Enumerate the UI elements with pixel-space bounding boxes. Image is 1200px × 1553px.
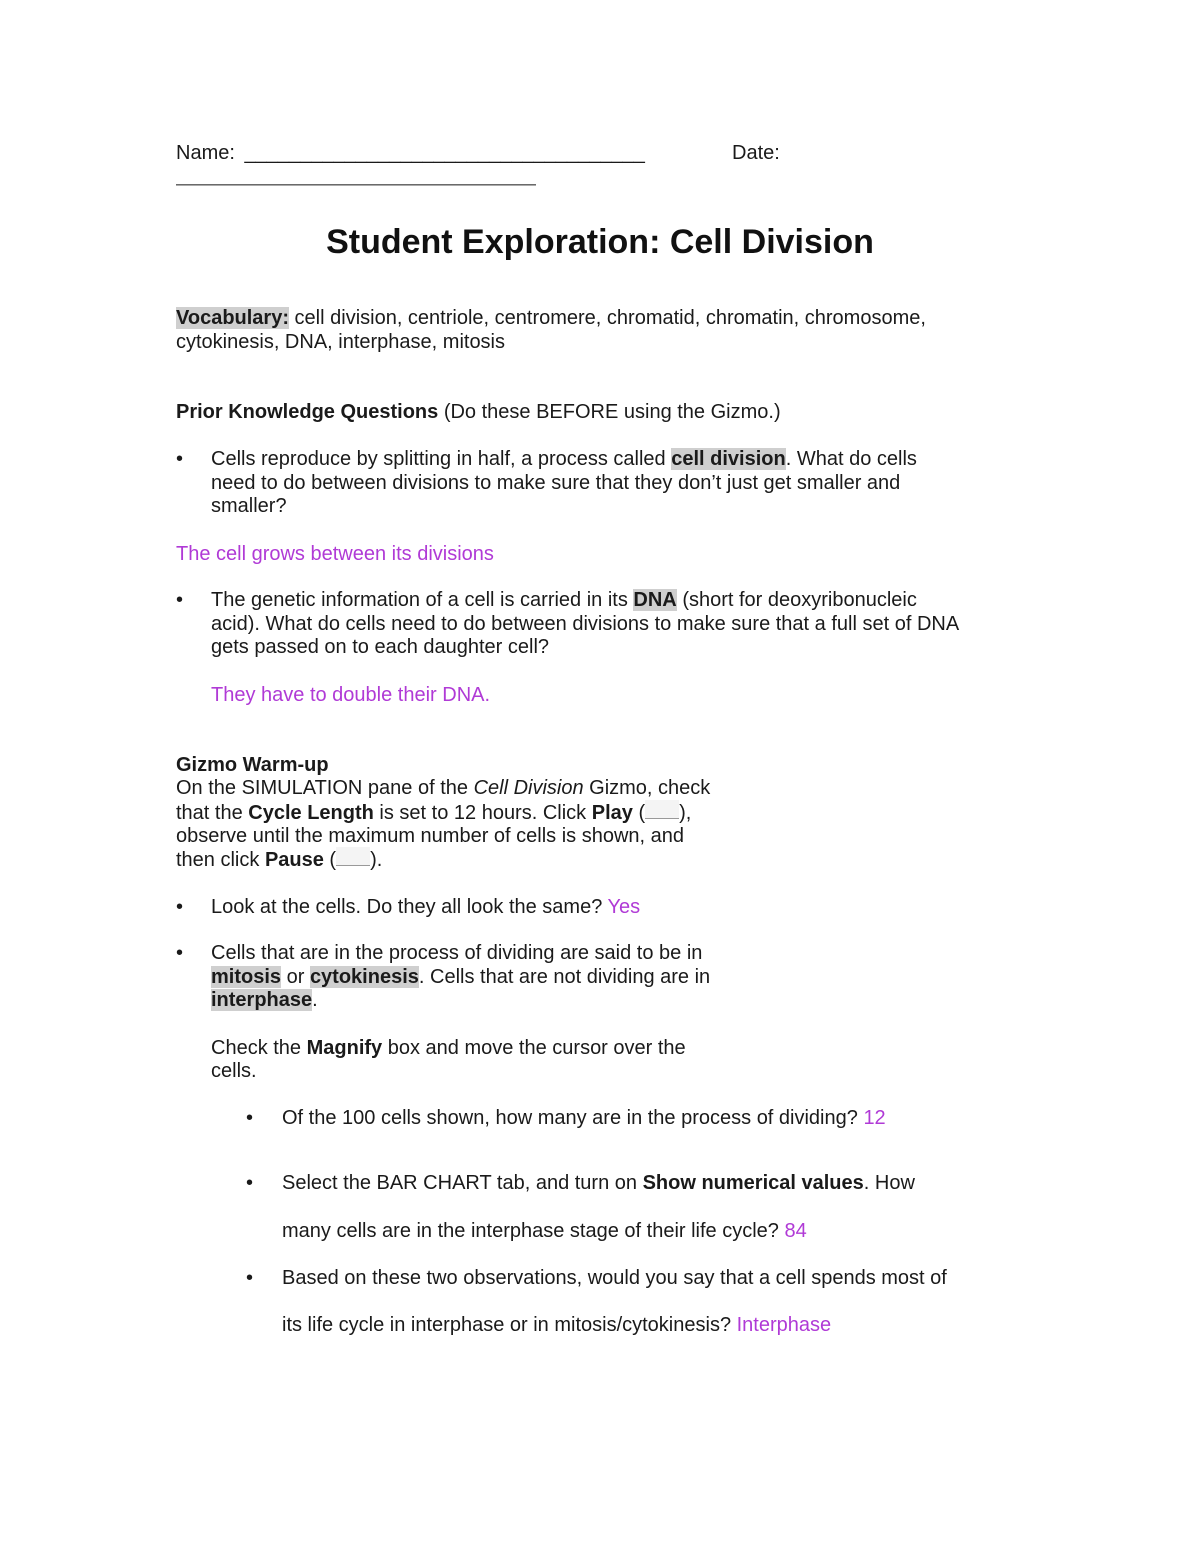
pause-icon [336, 847, 370, 866]
warmup-l1-post: Gizmo, check [583, 777, 711, 799]
prior-q2-pre: The genetic information of a cell is carried in its [211, 589, 634, 611]
warmup-heading [176, 753, 329, 777]
warmup-sub1-answer: 12 [863, 1107, 886, 1129]
warmup-l1-italic: Cell Division [473, 777, 584, 799]
magnify-line-1 [211, 1036, 686, 1060]
prior-q1-answer: The cell grows between its divisions [176, 543, 494, 565]
warmup-q2-or: or [281, 966, 310, 988]
bullet-icon: • [176, 589, 184, 611]
vocabulary-label: Vocabulary: [176, 307, 289, 329]
warmup-line-4 [176, 847, 382, 872]
prior-q2-line-1 [211, 588, 917, 612]
vocabulary-line-1 [176, 306, 926, 330]
play-term: Play [591, 802, 633, 824]
vocabulary-terms-1: cell division, centriole, centromere, chromatid, chromatin, chromosome, [289, 307, 926, 329]
prior-heading-note: (Do these BEFORE using the Gizmo.) [438, 401, 781, 423]
warmup-l2-mid: is set to 12 hours. Click [373, 802, 592, 824]
prior-q1-line-1 [211, 447, 917, 471]
prior-q2-answer: They have to double their DNA. [211, 684, 491, 706]
warmup-sub2-line-1 [282, 1171, 915, 1195]
warmup-l2-open: ( [632, 802, 646, 824]
warmup-q2-post: . Cells that are not dividing are in [418, 966, 711, 988]
warmup-sub2-answer: 84 [784, 1220, 807, 1242]
bullet-icon: • [176, 448, 184, 470]
warmup-q1-text: Look at the cells. Do they all look the same? [211, 896, 608, 918]
warmup-sub2-post: . How [863, 1172, 915, 1194]
bullet-icon: • [246, 1107, 254, 1129]
warmup-q2-dot: . [312, 989, 318, 1011]
warmup-sub3-text: its life cycle in interphase or in mitosis/cytokinesis? [282, 1314, 737, 1336]
bullet-icon: • [246, 1172, 254, 1194]
warmup-line-2 [176, 800, 691, 825]
warmup-q1 [211, 895, 640, 919]
prior-q1-line-2: need to do between divisions to make sure that they don’t just get smaller and [211, 472, 901, 494]
page-title: Student Exploration: Cell Division [326, 223, 874, 261]
warmup-l4-open: ( [323, 849, 337, 871]
name-line: ____________________________________ [244, 142, 645, 164]
magnify-term: Magnify [306, 1037, 383, 1059]
prior-heading-text: Prior Knowledge Questions [176, 401, 439, 423]
prior-q2-term: DNA [633, 589, 677, 611]
prior-q2-line-2: acid). What do cells need to do between divisions to make sure that a full set of DNA [211, 613, 960, 635]
warmup-q2-line-2 [211, 965, 710, 989]
date-line: —————————————————— [176, 173, 536, 195]
warmup-q2-line-1: Cells that are in the process of dividing are said to be in [211, 942, 703, 964]
date-label: Date: [732, 142, 780, 164]
warmup-l4-pre: then click [176, 849, 265, 871]
warmup-l1-pre: On the SIMULATION pane of the [176, 777, 474, 799]
name-row [176, 141, 645, 165]
warmup-q2-line-3 [211, 988, 318, 1012]
magnify-post: box and move the cursor over the [382, 1037, 686, 1059]
magnify-line-2: cells. [211, 1060, 257, 1082]
prior-q1-line-3: smaller? [211, 495, 287, 517]
prior-q1-post: . What do cells [785, 448, 917, 470]
warmup-sub3-answer: Interphase [736, 1314, 832, 1336]
warmup-line-1 [176, 776, 710, 800]
pause-term: Pause [264, 849, 324, 871]
warmup-l4-close: ). [370, 849, 383, 871]
vocabulary-terms-2: cytokinesis, DNA, interphase, mitosis [176, 331, 506, 353]
mitosis-term: mitosis [211, 966, 282, 988]
prior-q2-post: (short for deoxyribonucleic [676, 589, 917, 611]
warmup-l2-close: ), [679, 802, 692, 824]
magnify-pre: Check the [211, 1037, 307, 1059]
cytokinesis-term: cytokinesis [309, 966, 419, 988]
warmup-heading-text: Gizmo Warm-up [176, 754, 329, 776]
prior-q2-line-3: gets passed on to each daughter cell? [211, 636, 550, 658]
interphase-term: interphase [211, 989, 313, 1011]
play-icon [645, 800, 679, 819]
warmup-l2-pre: that the [176, 802, 249, 824]
warmup-sub1-text: Of the 100 cells shown, how many are in the process of dividing? [282, 1107, 864, 1129]
warmup-sub2-text: many cells are in the interphase stage of their life cycle? [282, 1220, 785, 1242]
warmup-sub3-line-2 [282, 1313, 831, 1337]
warmup-line-3: observe until the maximum number of cells is shown, and [176, 825, 685, 847]
bullet-icon: • [176, 896, 184, 918]
warmup-sub2-line-2 [282, 1219, 807, 1243]
prior-knowledge-heading [176, 400, 781, 424]
bullet-icon: • [176, 942, 184, 964]
warmup-sub3-line-1: Based on these two observations, would you say that a cell spends most of [282, 1267, 947, 1289]
prior-q1-pre: Cells reproduce by splitting in half, a process called [211, 448, 672, 470]
warmup-sub1 [282, 1106, 886, 1130]
show-numerical-values-term: Show numerical values [642, 1172, 864, 1194]
prior-q1-term: cell division [671, 448, 786, 470]
warmup-q1-answer: Yes [607, 896, 641, 918]
name-label: Name: [176, 142, 235, 164]
cycle-length-term: Cycle Length [248, 802, 374, 824]
bullet-icon: • [246, 1267, 254, 1289]
warmup-sub2-pre: Select the BAR CHART tab, and turn on [282, 1172, 643, 1194]
